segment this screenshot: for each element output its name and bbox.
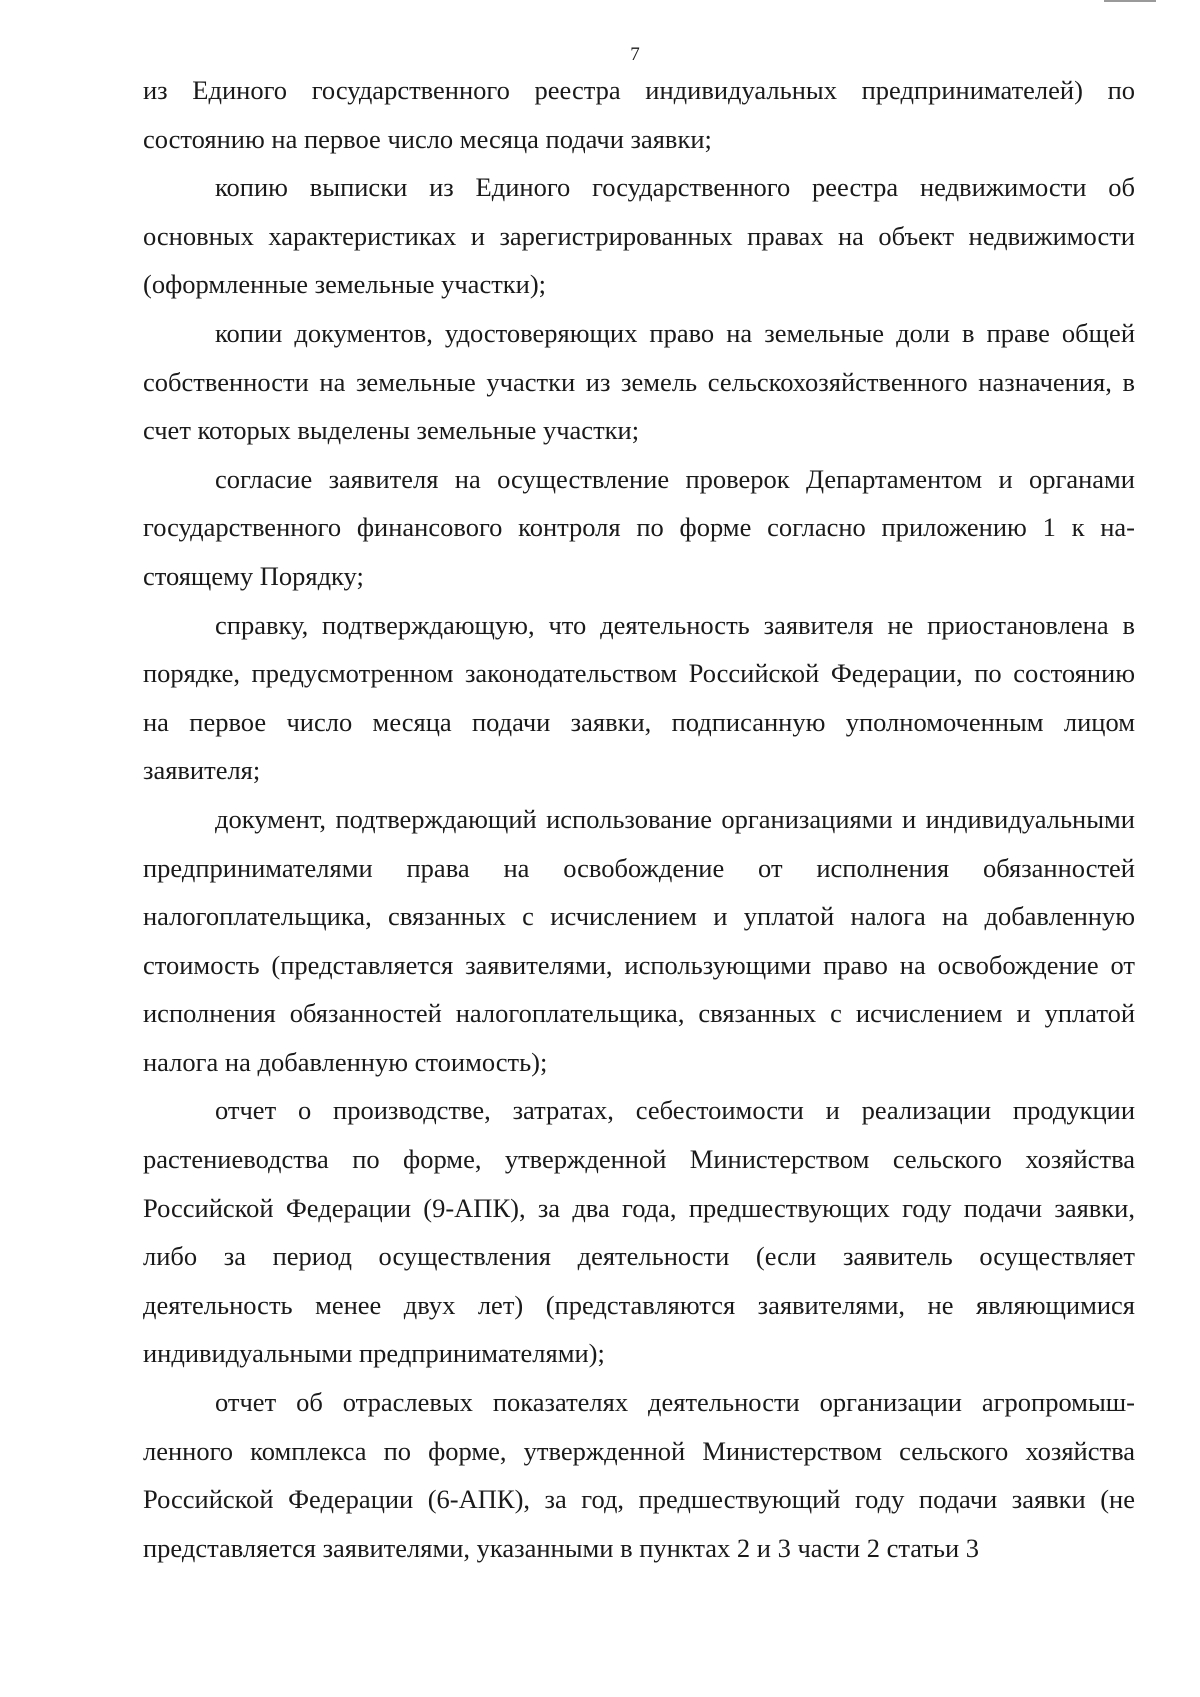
paragraph-vat-exemption-document: документ, подтверждающий использование организациями и индивидуальными предпринимателями права на освобождение от исполнения обязанностей налогоплательщика, связанных с исчислением и уплатой налога на добавленную стоимость (представляется заявителями, использующими право на освобождение от исполнения обязанностей налогоплательщика, связанных с исчислением и уплатой налога на добавленную стоимость); — [143, 803, 1135, 1077]
paragraph-continuation: из Единого государственного реестра индивидуальных предпринимателей) по состоянию на первое число месяца подачи заявки; — [143, 75, 1135, 154]
scan-corner-mark — [1104, 0, 1156, 5]
paragraph-6-apk-report: отчет об отраслевых показателях деятельности организации агропромышленного комплекса по форме, утвержденной Министерством сельского хозяйства Российской Федерации (6-АПК), за год, предшествующий году подачи заявки (не представляется заявителями, указанными в пунктах 2 и 3 части 2 статьи 3 — [143, 1387, 1135, 1563]
paragraph-land-share-documents: копии документов, удостоверяющих право на земельные доли в праве общей собственности на земельные участки из земель сельскохозяйственного назначения, в счет которых выделены земельные участки; — [143, 317, 1135, 446]
page-number: 7 — [630, 44, 640, 65]
paragraph-egrn-extract: копию выписки из Единого государственного реестра недвижимости об основных характеристиках и зарегистрированных правах на объект недвижимости (оформленные земельные участки); — [143, 172, 1135, 300]
paragraph-inspection-consent: согласие заявителя на осуществление проверок Департаментом и органами государственного финансового контроля по форме согласно приложению 1 к настоящему Порядку; — [143, 463, 1135, 591]
document-body — [143, 66, 1135, 1572]
paragraph-9-apk-report: отчет о производстве, затратах, себестоимости и реализации продукции растениеводства по форме, утвержденной Министерством сельского хозяйства Российской Федерации (9-АПК), за два года, предшествующих году подачи заявки, либо за период осуществления деятельности (если заявитель осуществляет деятельность менее двух лет) (представляются заявителями, не являющимися индивидуальными предпринимателями); — [143, 1095, 1135, 1369]
paragraph-activity-certificate: справку, подтверждающую, что деятельность заявителя не приостановлена в порядке, предусмотренном законодательством Российской Федерации, по состоянию на первое число месяца подачи заявки, подписанную уполномоченным лицом заявителя; — [143, 609, 1135, 786]
